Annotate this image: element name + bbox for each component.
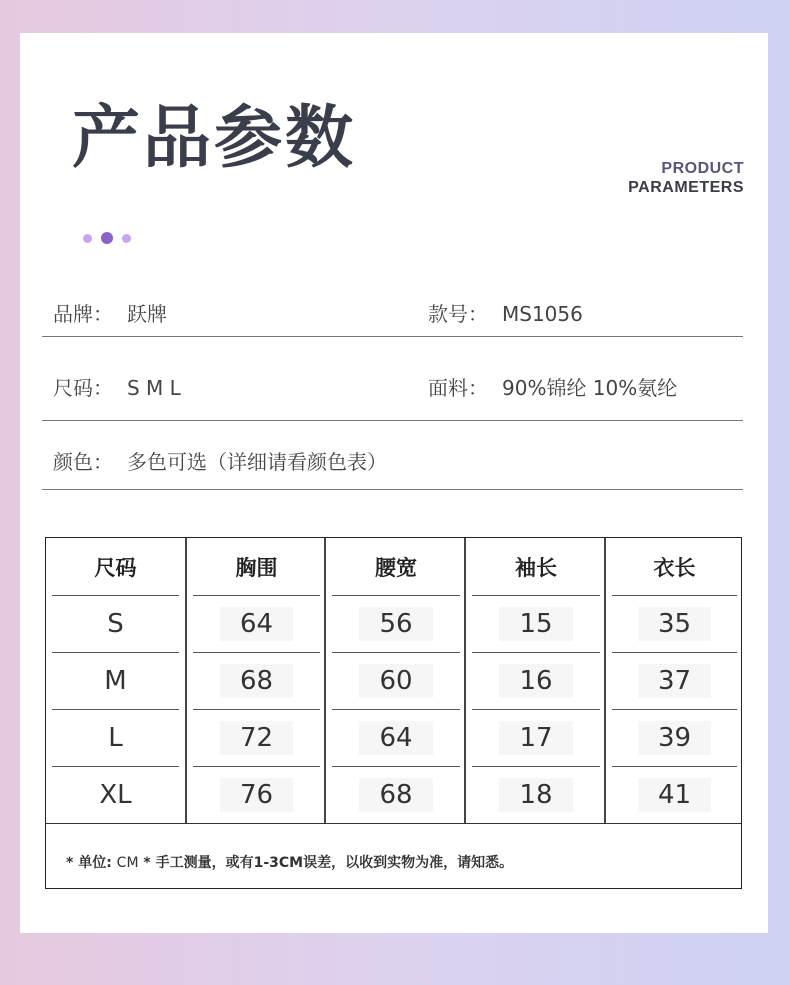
dot-icon <box>101 232 113 244</box>
table-cell: 35 <box>612 595 737 652</box>
table-cell: 17 <box>472 709 600 766</box>
table-cell: 15 <box>472 595 600 652</box>
table-header-cell: 尺码 <box>94 555 137 580</box>
table-header-cell: 腰宽 <box>375 555 417 580</box>
table-cell: 56 <box>332 595 460 652</box>
english-title-line1: PRODUCT <box>661 160 744 177</box>
table-cell: XL <box>99 779 132 810</box>
table-cell: 16 <box>472 652 600 709</box>
param-label: 款号： <box>428 302 488 326</box>
dot-icon <box>122 234 131 243</box>
param-label: 品牌： <box>53 302 113 326</box>
param-label: 面料： <box>428 376 488 400</box>
page-title: 产品参数 <box>72 99 357 178</box>
param-brand <box>53 298 167 327</box>
table-header-cell: 衣长 <box>653 555 696 580</box>
param-label: 颜色： <box>53 450 113 474</box>
parameter-list <box>42 273 743 490</box>
size-table <box>45 537 742 889</box>
param-row <box>42 337 743 421</box>
table-cell: 64 <box>193 595 320 652</box>
table-cell: 39 <box>612 709 737 766</box>
table-cell: S <box>107 608 124 639</box>
table-cell: 76 <box>193 766 320 823</box>
size-column <box>46 538 185 824</box>
table-cell: 60 <box>332 652 460 709</box>
english-title <box>628 159 744 197</box>
table-header-cell: 袖长 <box>515 555 557 580</box>
param-label: 尺码： <box>53 376 113 400</box>
param-color <box>53 446 387 475</box>
sleeve-column <box>464 538 606 824</box>
param-row <box>42 273 743 337</box>
table-cell: L <box>108 722 123 753</box>
table-cell: 64 <box>332 709 460 766</box>
param-value: S M L <box>127 376 181 400</box>
table-header-cell: 胸围 <box>235 555 278 580</box>
table-cell: 41 <box>612 766 737 823</box>
english-title-line2: PARAMETERS <box>628 179 744 196</box>
size-table-grid <box>46 538 741 824</box>
param-value: 多色可选（详细请看颜色表） <box>127 450 387 474</box>
table-cell: 37 <box>612 652 737 709</box>
measurement-note: * 单位: CM * 手工测量，或有1-3CM误差，以收到实物为准，请知悉。 <box>66 855 514 871</box>
table-cell: M <box>104 665 127 696</box>
param-value: 跃牌 <box>127 302 167 326</box>
chest-column <box>185 538 326 824</box>
product-parameters-card <box>20 33 768 933</box>
waist-column <box>324 538 466 824</box>
table-cell: 18 <box>472 766 600 823</box>
param-model <box>428 298 583 327</box>
param-size <box>53 372 181 401</box>
dot-icon <box>83 234 92 243</box>
param-value: 90%锦纶 10%氨纶 <box>502 376 678 400</box>
table-cell: 68 <box>193 652 320 709</box>
length-column <box>604 538 743 824</box>
param-value: MS1056 <box>502 302 583 326</box>
table-cell: 72 <box>193 709 320 766</box>
table-cell: 68 <box>332 766 460 823</box>
param-row <box>42 421 743 490</box>
param-fabric <box>428 372 677 401</box>
